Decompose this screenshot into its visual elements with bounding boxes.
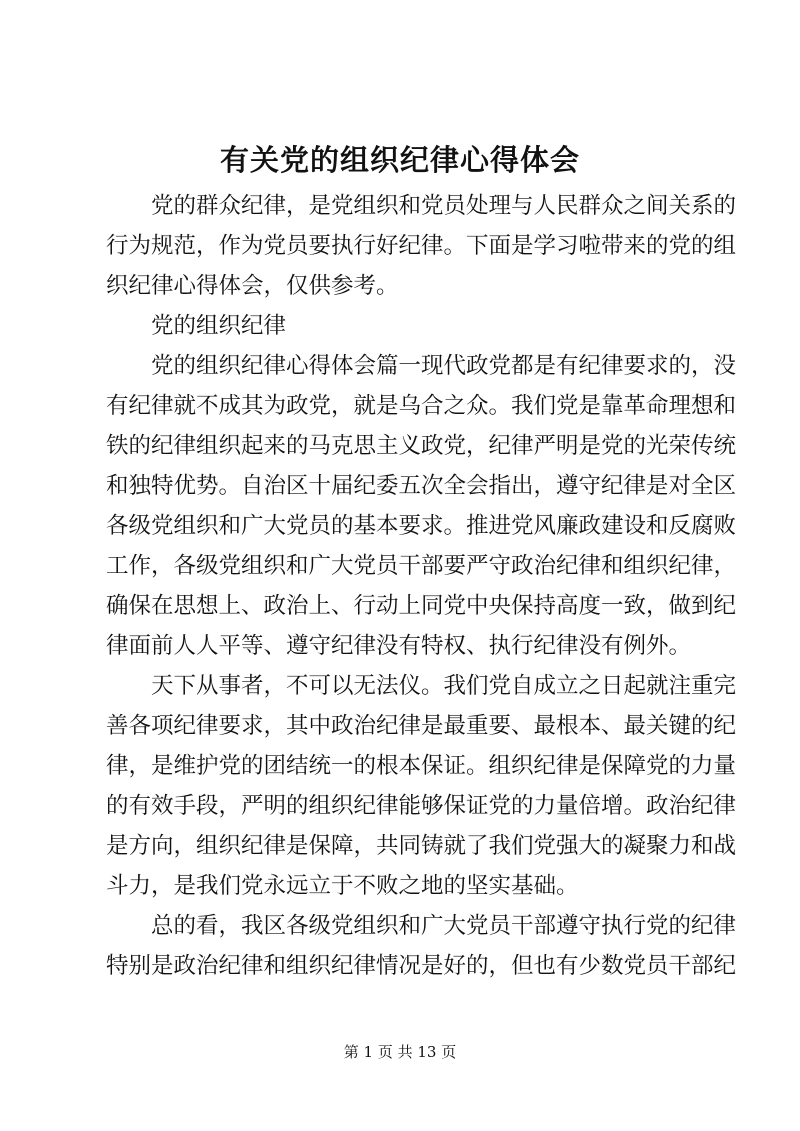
text-line: 各级党组织和广大党员的基本要求。推进党风廉政建设和反腐败 <box>106 513 737 539</box>
text-line: 确保在思想上、政治上、行动上同党中央保持高度一致，做到纪 <box>106 593 737 619</box>
text-line: 天下从事者，不可以无法仪。我们党自成立之日起就注重完 <box>106 673 737 699</box>
text-line: 善各项纪律要求，其中政治纪律是最重要、最根本、最关键的纪 <box>106 713 737 739</box>
text-line: 铁的纪律组织起来的马克思主义政党，纪律严明是党的光荣传统 <box>106 433 737 459</box>
text-line: 特别是政治纪律和组织纪律情况是好的，但也有少数党员干部纪 <box>106 953 737 979</box>
text-line: 总的看，我区各级党组织和广大党员干部遵守执行党的纪律 <box>106 913 737 939</box>
text-line: 织纪律心得体会，仅供参考。 <box>106 273 399 299</box>
text-line: 行为规范，作为党员要执行好纪律。下面是学习啦带来的党的组 <box>106 233 737 259</box>
document-body <box>106 186 737 986</box>
text-line: 律面前人人平等、遵守纪律没有特权、执行纪律没有例外。 <box>106 633 692 659</box>
text-line: 党的组织纪律心得体会篇一现代政党都是有纪律要求的，没 <box>106 353 737 379</box>
text-line: 工作，各级党组织和广大党员干部要严守政治纪律和组织纪律， <box>106 553 737 579</box>
text-line: 律，是维护党的团结统一的根本保证。组织纪律是保障党的力量 <box>106 753 737 779</box>
text-line: 的有效手段，严明的组织纪律能够保证党的力量倍增。政治纪律 <box>106 793 737 819</box>
document-title: 有关党的组织纪律心得体会 <box>219 143 580 177</box>
text-line: 和独特优势。自治区十届纪委五次全会指出，遵守纪律是对全区 <box>106 473 737 499</box>
text-line: 斗力，是我们党永远立于不败之地的坚实基础。 <box>106 873 579 899</box>
section-heading: 党的组织纪律 <box>106 313 287 339</box>
text-line: 有纪律就不成其为政党，就是乌合之众。我们党是靠革命理想和 <box>106 393 737 419</box>
page-number-footer: 第 1 页 共 13 页 <box>343 1043 457 1061</box>
text-line: 党的群众纪律，是党组织和党员处理与人民群众之间关系的 <box>106 193 737 219</box>
text-line: 是方向，组织纪律是保障，共同铸就了我们党强大的凝聚力和战 <box>106 833 737 859</box>
